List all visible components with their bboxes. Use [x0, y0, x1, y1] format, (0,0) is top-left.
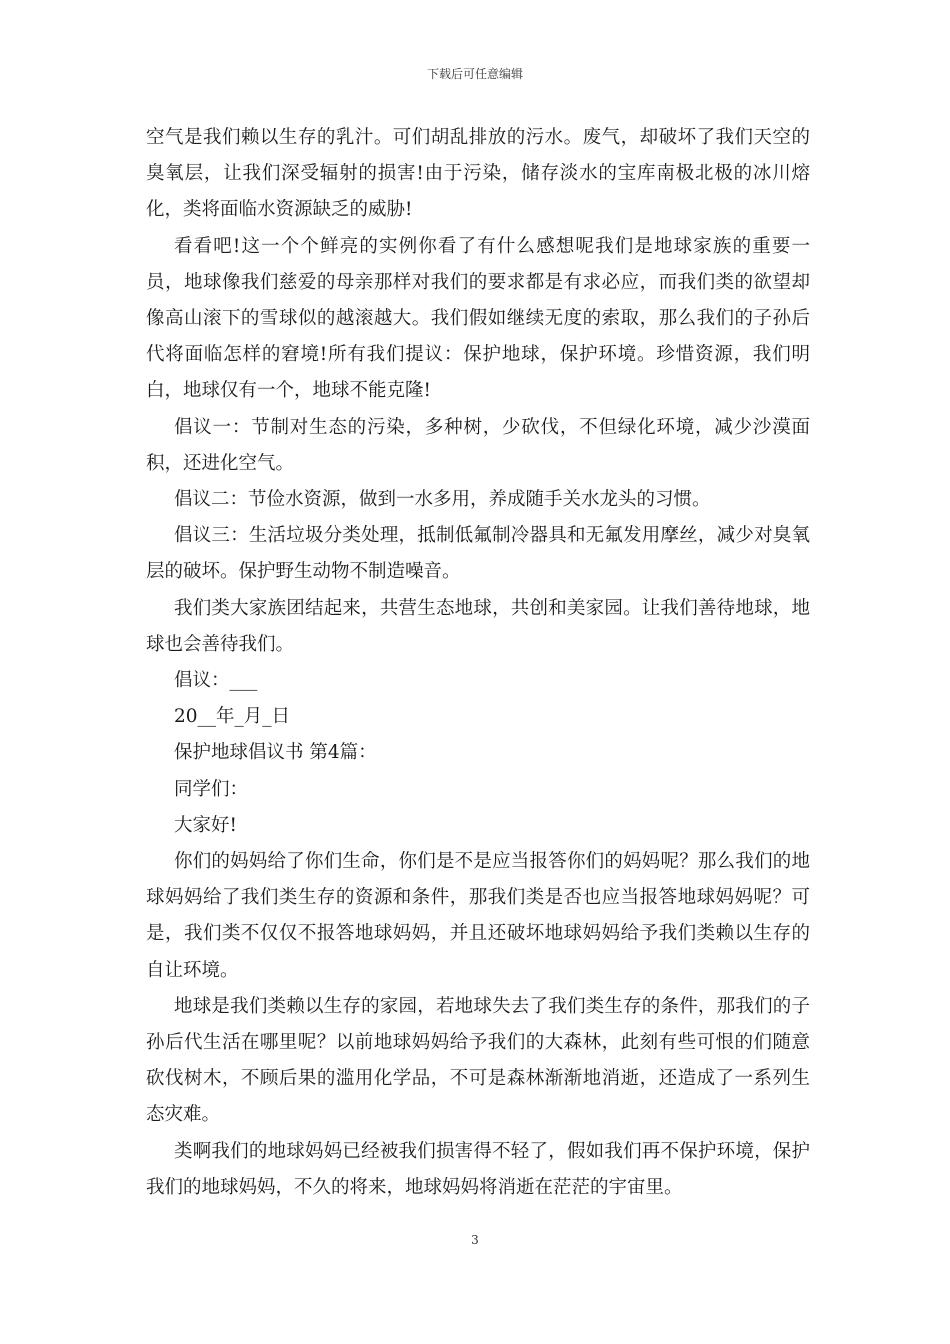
page-number: 3 — [471, 1233, 479, 1247]
signature-line: 倡议：___ — [174, 670, 258, 692]
paragraph: 地球是我们类赖以生存的家园，若地球失去了我们类生存的条件，那我们的子孙后代生活在哪里呢？以前地球妈妈给予我们的大森林，此刻有些可恨的们随意砍伐树木，不顾后果的滥用化学品，不可是森林渐渐地消逝，还造成了一系列生态灾难。 — [146, 995, 810, 1126]
paragraph: 看看吧!这一个个鲜亮的实例你看了有什么感想呢我们是地球家族的重要一员，地球像我们慈爱的母亲那样对我们的要求都是有求必应，而我们类的欲望却像高山滚下的雪球似的越滚越大。我们假如继续无度的索取，那么我们的子孙后代将面临怎样的窘境!所有我们提议：保护地球，保护环境。珍惜资源，我们明白，地球仅有一个，地球不能克隆! — [146, 235, 810, 402]
salutation: 同学们： — [174, 778, 249, 800]
paragraph: 我们类大家族团结起来，共营生态地球，共创和美家园。让我们善待地球，地球也会善待我们。 — [146, 597, 810, 655]
greeting: 大家好! — [174, 814, 237, 836]
page-header: 下载后可任意编辑 — [426, 67, 523, 81]
paragraph: 倡议一：节制对生态的污染，多种树，少砍伐，不但绿化环境，减少沙漠面积，还进化空气。 — [146, 416, 810, 474]
paragraph: 倡议二：节俭水资源，做到一水多用，养成随手关水龙头的习惯。 — [174, 489, 711, 511]
date-line: 20__年_月_日 — [174, 706, 291, 728]
paragraph: 类啊我们的地球妈妈已经被我们损害得不轻了，假如我们再不保护环境，保护我们的地球妈妈，不久的将来，地球妈妈将消逝在茫茫的宇宙里。 — [146, 1140, 810, 1198]
document-body — [146, 120, 810, 1206]
paragraph: 倡议三：生活垃圾分类处理，抵制低氟制冷器具和无氟发用摩丝，减少对臭氧层的破坏。保护野生动物不制造噪音。 — [146, 525, 810, 583]
paragraph: 你们的妈妈给了你们生命，你们是不是应当报答你们的妈妈呢？那么我们的地球妈妈给了我们类生存的资源和条件，那我们类是否也应当报答地球妈妈呢？可是，我们类不仅仅不报答地球妈妈，并且还破坏地球妈妈给予我们类赖以生存的自让环境。 — [146, 851, 810, 981]
paragraph: 空气是我们赖以生存的乳汁。可们胡乱排放的污水。废气，却破坏了我们天空的臭氧层，让我们深受辐射的损害!由于污染，储存淡水的宝库南极北极的冰川熔化，类将面临水资源缺乏的威胁! — [146, 127, 810, 221]
section-title: 保护地球倡议书 第4篇： — [174, 742, 377, 764]
